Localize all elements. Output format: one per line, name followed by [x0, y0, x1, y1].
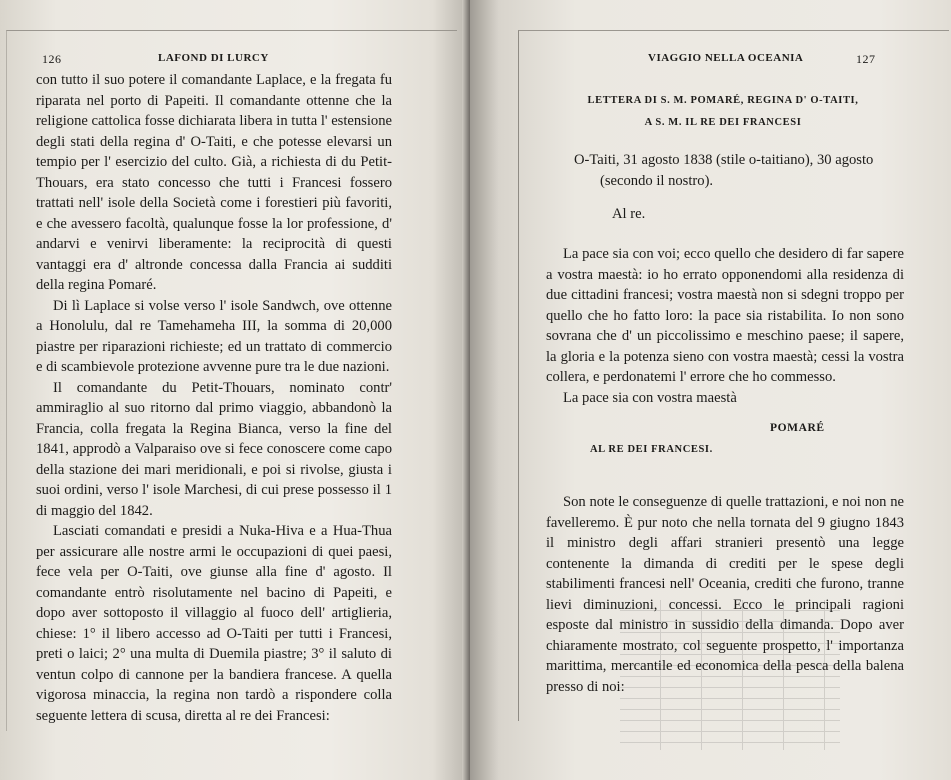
left-running-head: LAFOND DI LURCY [158, 52, 269, 64]
left-page [0, 0, 470, 780]
left-paragraph-1: con tutto il suo potere il comandante Laplace, e la fregata fu riparata nel porto di Papeiti. Il comandante ottenne che la religione cattolica fosse dichiarata libera in tutta l' estensione degli stati della regina d' O-Taiti, e che potesse elevarsi un tempio per l' esercizio del culto. Già, a richiesta di du Petit-Thouars, era stato concesso che tutti i Francesi fossero trattati nell' isole della Società come i forestieri più favoriti, e che avessero facoltà, qualunque fosse la lor professione, d' andarvi e venirvi liberamente: la reciprocità di questi vantaggi era d' altronde concessa dalla Francia ai sudditi della regina Pomaré. [36, 72, 392, 293]
right-running-head: VIAGGIO NELLA OCEANIA [648, 52, 804, 64]
right-page [470, 0, 951, 780]
dateline [574, 150, 924, 191]
letter-closing: La pace sia con vostra maestà [563, 389, 737, 406]
letter-signature: POMARÉ [770, 422, 825, 434]
left-paragraph-3: Il comandante du Petit-Thouars, nominato contr' ammiraglio al suo ritorno dal primo viaggio, abbandonò la Francia, colla fregata la Regina Bianca, verso la fine del 1841, approdò a Valparaiso ove si fece conoscere come capo della stazione dei mari meridionali, e poi si rivolse, giusta i suoi ordini, verso l' isole Marchesi, di cui prese possesso il 1 di maggio del 1842. [36, 379, 392, 519]
salutation: Al re. [612, 206, 646, 222]
left-page-number: 126 [42, 52, 62, 66]
letter-title-line-1: LETTERA DI S. M. POMARÉ, REGINA D' O-TAITI, [587, 95, 859, 106]
right-body [546, 492, 904, 697]
left-paragraph-2: Di lì Laplace si volse verso l' isole Sandwch, ove ottenne a Honolulu, dal re Tamehameha III, la somma di 20,000 piastre per riparazioni richieste; ed un trattato di commercio e di scambievole protezione avvenne pure tra le due nazioni. [36, 297, 392, 375]
left-paragraph-4: Lasciati comandati e presidi a Nuka-Hiva e a Hua-Thua per assicurare alle nostre armi le occupazioni di quei paesi, fece vela per O-Taiti, ove giunse alla fine d' agosto. Il comandante entrò risolutamente nel bacino di Papeiti, e dopo aver sottoposto il villaggio al fuoco dell' artiglieria, chiese: 1° il libero accesso ad O-Taiti per tutti i Francesi, preti o laici; 2° una multa di Duemila piastre; 3° il saluto di ventun colpo di cannone per la bandiera francese. A quella vigorosa minaccia, la regina non tardò a rispondere colla seguente lettera di scusa, diretta al re dei Francesi: [36, 523, 392, 724]
letter-body [546, 244, 904, 408]
letter-address: AL RE DEI FRANCESI. [590, 444, 713, 455]
dateline-line-1: O-Taiti, 31 agosto 1838 (stile o-taitiano), 30 agosto [574, 152, 874, 168]
left-body [36, 70, 392, 726]
right-paragraph: Son note le conseguenze di quelle trattazioni, e noi non ne favelleremo. È pur noto che nella tornata del 9 giugno 1843 il ministro degli affari stranieri presentò una legge contenente la dimanda di crediti per le spese degli stabilimenti francesi nell' Oceania, crediti che furono, tranne lievi diminuzioni, concessi. Ecco le principali ragioni esposte dal ministro in sussidio della dimanda. Dopo aver chiaramente mostrato, col seguente prospetto, l' importanza marittima, mercantile ed economica della pesca della balena presso di noi: [546, 494, 904, 695]
dateline-line-2: (secondo il nostro). [600, 172, 714, 189]
letter-title-line-2: A S. M. IL RE DEI FRANCESI [644, 117, 802, 128]
right-page-number: 127 [856, 52, 876, 66]
letter-body-text: La pace sia con voi; ecco quello che desidero di far sapere a vostra maestà: io ho errato opponendomi alla residenza di due cittadini francesi; vostra maestà non si sdegni troppo per quello che ho fatto loro: la pace sia ristabilita. Io non sono sovrana che d' un piccolissimo e meschino paese; il sapere, la gloria e la potenza sieno con vostra maestà; cessi la vostra collera, e perdonatemi l' errore che ho commesso. [546, 246, 904, 385]
